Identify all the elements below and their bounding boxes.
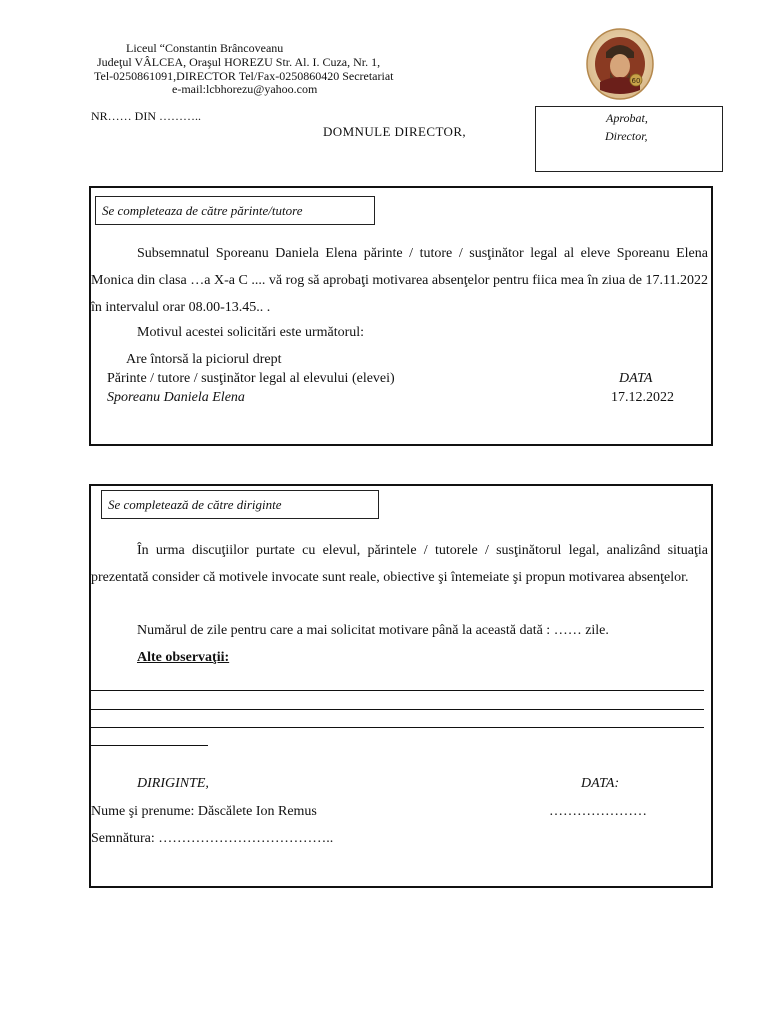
parent-date-value: 17.12.2022 [611,390,674,405]
school-logo [586,28,654,100]
observations-label: Alte observaţii: [137,650,230,665]
signer-label: Părinte / tutore / susţinător legal al elevului (elevei) [107,371,395,386]
observation-line-3 [91,727,704,728]
director-label: Director, [605,129,648,143]
observation-line-2 [91,709,704,710]
approved-label: Aprobat, [606,111,648,125]
signer-name: Sporeanu Daniela Elena [107,390,245,405]
teacher-section-tag: Se completează de către diriginte [101,490,379,519]
parent-section-tag: Se completeaza de către părinte/tutore [95,196,375,225]
absence-reason: Are întorsă la piciorul drept [126,352,282,367]
teacher-paragraph: În urma discuţiilor purtate cu elevul, părintele / tutorele / susţinătorul legal, analizând situaţia prezentată consider că motivele invocate sunt reale, obiective şi întemeiate şi propun motivarea absenţelor. [91,543,708,585]
teacher-date-dots: ………………… [549,804,647,819]
teacher-name-line: Nume şi prenume: Dăscălete Ion Remus [91,804,317,819]
parent-paragraph: Subsemnatul Sporeanu Daniela Elena părinte / tutore / susţinător legal al eleve Sporeanu Elena Monica din clasa …a X-a C .... vă rog să aprobaţi motivarea absenţelor pentru fiica mea în ziua de 17.11.2022 în intervalul orar 08.00-13.45.. . [91,246,708,315]
school-name: Liceul “Constantin Brâncoveanu [126,41,284,55]
approval-box [535,106,723,172]
school-phones: Tel-0250861091,DIRECTOR Tel/Fax-0250860420 Secretariat [94,69,394,83]
teacher-date-label: DATA: [581,776,620,791]
signature-line: Semnătura: ……………………………….. [91,831,334,846]
registry-number: NR…… DIN ……….. [91,109,201,123]
logo-number: 60 [631,77,641,85]
parent-date-label: DATA [619,371,653,386]
reason-label: Motivul acestei solicitări este următorul: [137,325,365,340]
days-line: Numărul de zile pentru care a mai solicitat motivare până la această dată : …… zile. [137,623,609,638]
school-email: e-mail:lcbhorezu@yahoo.com [172,82,318,96]
page-title: DOMNULE DIRECTOR, [323,124,467,139]
dir-label: DIRIGINTE, [137,776,209,791]
school-address: Judeţul VÂLCEA, Oraşul HOREZU Str. Al. I. Cuza, Nr. 1, [97,55,381,69]
observation-line-4 [91,745,208,746]
observation-line-1 [91,690,704,691]
school-seal-icon [586,28,654,100]
